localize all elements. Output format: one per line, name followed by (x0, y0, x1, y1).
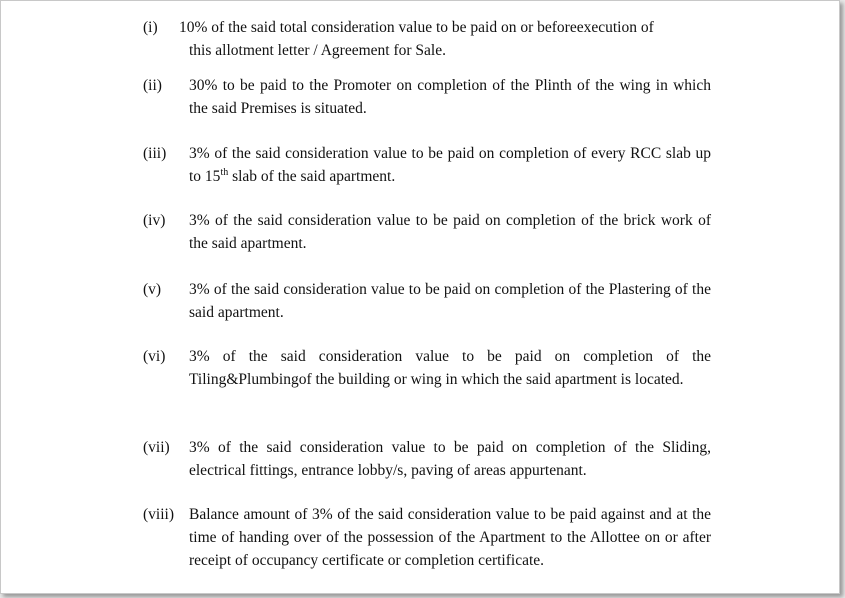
clause-number: (v) (143, 281, 162, 298)
clause-i (143, 16, 711, 62)
clause-number: (vi) (143, 348, 166, 365)
clause-vii (143, 436, 711, 482)
clause-number: (i) (143, 19, 158, 36)
clause-text-line-2: this allotment letter / Agreement for Sale. (189, 42, 446, 59)
clause-v (143, 278, 711, 324)
clause-text (179, 16, 711, 62)
clause-text: 3% of the said consideration value to be paid on completion of the Sliding, electrical fittings, entrance lobby/s, paving of areas appurtenant. (189, 439, 711, 479)
clause-text-part-1: 3% of the said consideration value to be paid on completion of every RCC slab up to 15 (189, 145, 711, 185)
clause-text: Balance amount of 3% of the said consideration value to be paid against and at the time of handing over of the possession of the Apartment to the Allottee on or after receipt of occupancy certificate or completion certificate. (189, 506, 711, 569)
clause-iv (143, 209, 711, 255)
clause-text: 3% of the said consideration value to be paid on completion of the Tiling&Plumbingof the building or wing in which the said apartment is located. (189, 348, 711, 388)
clause-text (189, 142, 711, 188)
clause-number: (viii) (143, 506, 174, 523)
clause-viii (143, 503, 711, 572)
clause-number: (iv) (143, 212, 166, 229)
clause-text: 3% of the said consideration value to be paid on completion of the brick work of the said apartment. (189, 212, 711, 252)
clause-text: 3% of the said consideration value to be paid on completion of the Plastering of the said apartment. (189, 281, 711, 321)
clause-iii (143, 142, 711, 188)
clause-number: (vii) (143, 439, 170, 456)
clause-number: (ii) (143, 77, 162, 94)
clause-text-part-2: slab of the said apartment. (228, 168, 396, 185)
clause-text-line-1: 10% of the said total consideration value to be paid on or beforeexecution of (179, 19, 654, 36)
clause-vi (143, 345, 711, 391)
clause-ii (143, 74, 711, 120)
ordinal-superscript: th (220, 167, 229, 178)
clause-text: 30% to be paid to the Promoter on completion of the Plinth of the wing in which the said Premises is situated. (189, 77, 711, 117)
clause-number: (iii) (143, 145, 167, 162)
